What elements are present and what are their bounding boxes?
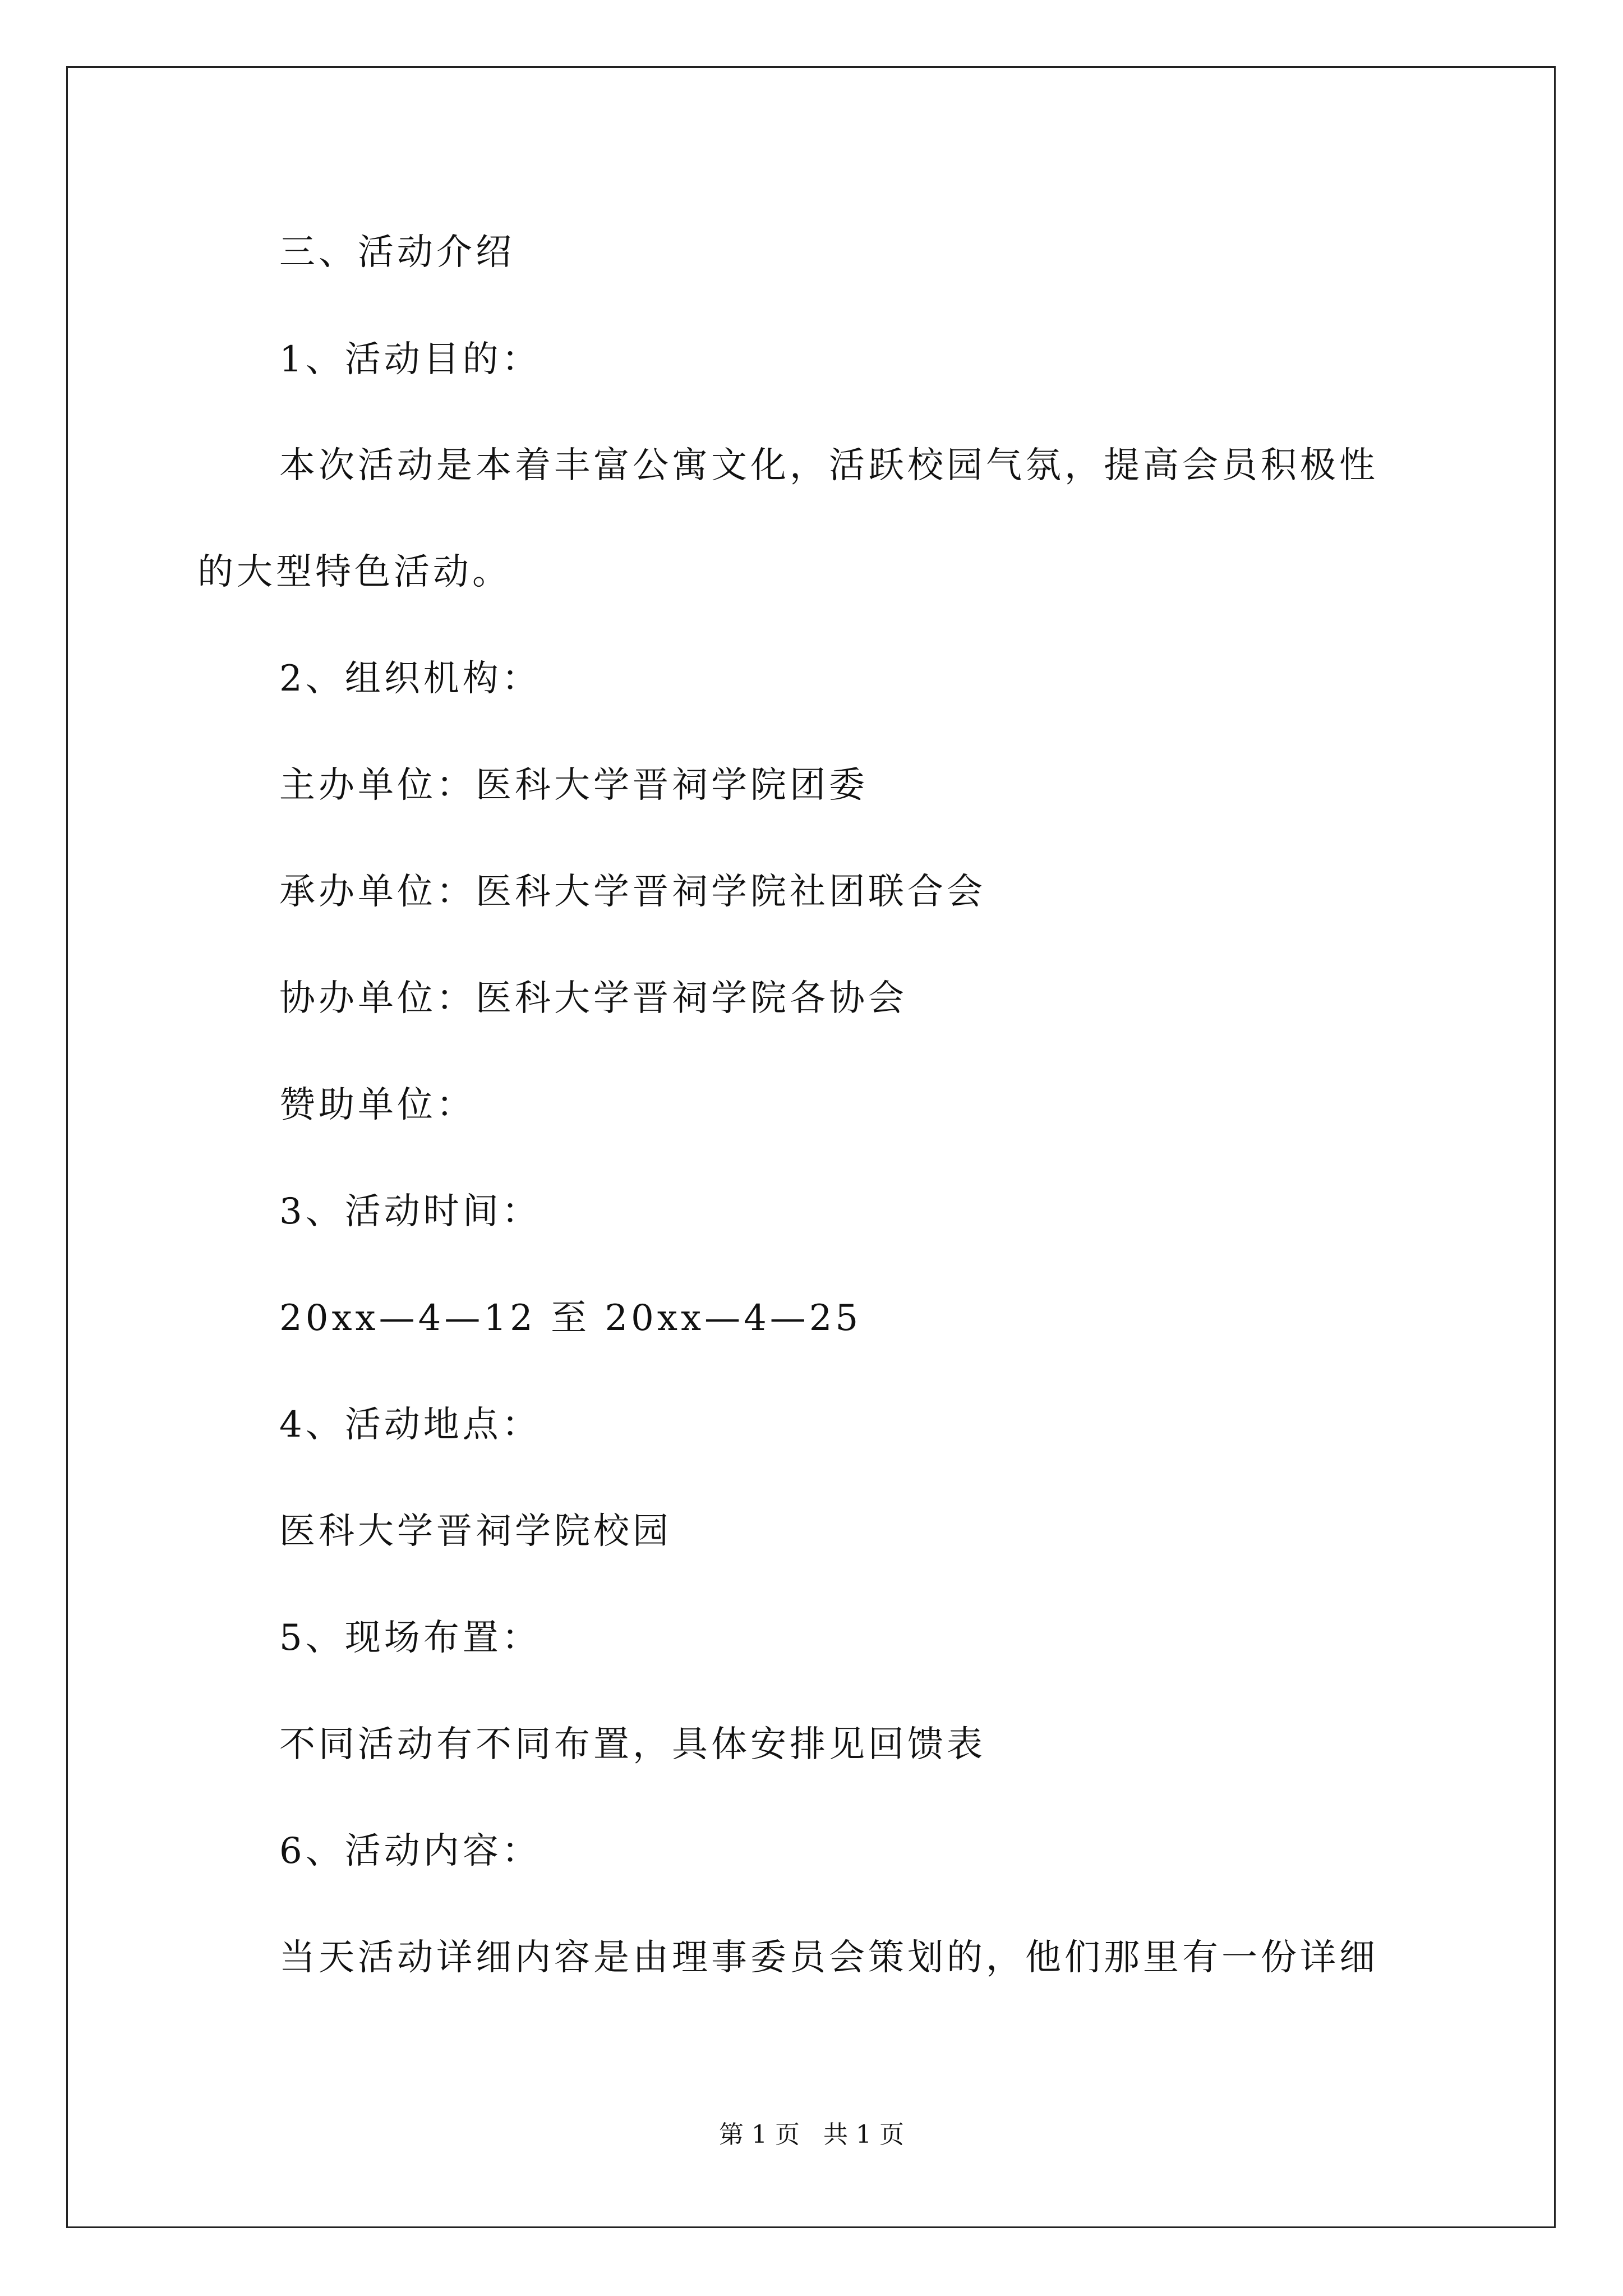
paragraph-line: 本次活动是本着丰富公寓文化，活跃校园气氛，提高会员积极性	[279, 445, 1378, 486]
paragraph-line: 医科大学晋祠学院校园	[279, 1511, 672, 1552]
item-heading-purpose: 1、活动目的：	[279, 339, 541, 380]
page-number-footer: 第 1 页 共 1 页	[719, 2120, 904, 2149]
paragraph-line: 的大型特色活动。	[197, 551, 511, 593]
section-heading: 三、活动介绍	[279, 232, 515, 273]
item-heading-content: 6、活动内容：	[279, 1830, 541, 1872]
paragraph-line: 承办单位：医科大学晋祠学院社团联合会	[279, 871, 986, 913]
paragraph-line: 当天活动详细内容是由理事委员会策划的，他们那里有一份详细	[279, 1937, 1378, 1978]
item-heading-layout: 5、现场布置：	[279, 1617, 541, 1659]
paragraph-line: 不同活动有不同布置，具体安排见回馈表	[279, 1724, 986, 1765]
paragraph-line: 20xx—4—12 至 20xx—4—25	[279, 1297, 862, 1339]
paragraph-line: 赞助单位：	[279, 1084, 476, 1126]
page-border	[66, 66, 1556, 2228]
item-heading-organization: 2、组织机构：	[279, 658, 541, 700]
item-heading-time: 3、活动时间：	[279, 1191, 541, 1232]
paragraph-line: 协办单位：医科大学晋祠学院各协会	[279, 978, 907, 1019]
paragraph-line: 主办单位：医科大学晋祠学院团委	[279, 765, 868, 806]
item-heading-location: 4、活动地点：	[279, 1404, 541, 1446]
